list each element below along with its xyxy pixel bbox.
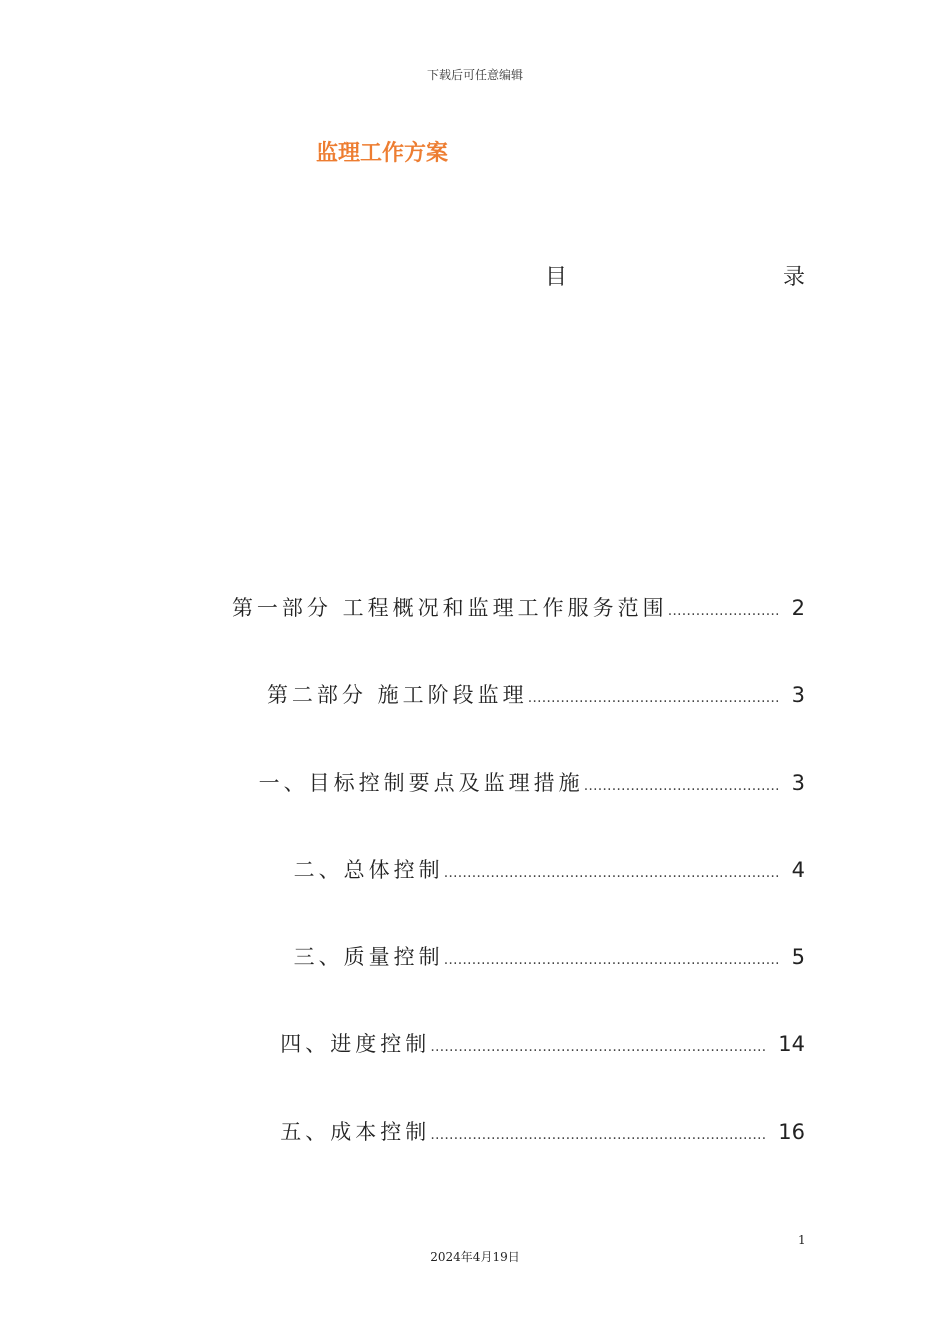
toc-heading-right: 录 [783, 265, 806, 290]
toc-leader-dots: ……………………………………………………………… [443, 865, 780, 881]
toc-entry[interactable] [259, 767, 805, 797]
toc-leader-dots: ……………………………………………………………… [430, 1127, 767, 1143]
toc-leader-dots: …………………………………… [583, 778, 780, 794]
page-number: 1 [798, 1233, 806, 1247]
document-title: 监理工作方案 [316, 141, 449, 166]
toc-entry[interactable] [232, 592, 805, 622]
footer-date: 2024年4月19日 [430, 1250, 520, 1264]
toc-entry[interactable] [294, 941, 805, 971]
toc-leader-dots: ……………………………………………………………… [430, 1039, 767, 1055]
toc-entry-label: 三、质量控制 [293, 945, 444, 969]
toc-leader-dots: ……………………………………………… [527, 690, 780, 706]
toc-entry-page: 2 [791, 596, 805, 620]
toc-entry-label: 一、目标控制要点及监理措施 [258, 771, 584, 795]
toc-entry-label: 第一部分 工程概况和监理工作服务范围 [231, 596, 668, 620]
toc-entry-page: 16 [778, 1120, 805, 1144]
header-note: 下载后可任意编辑 [426, 68, 523, 82]
toc-entry[interactable] [280, 1116, 805, 1146]
toc-entry[interactable] [267, 679, 805, 709]
toc-entry-page: 5 [791, 945, 805, 969]
toc-entry-page: 14 [778, 1032, 805, 1056]
toc-leader-dots: …………………… [667, 603, 780, 619]
toc-leader-dots: ……………………………………………………………… [443, 952, 780, 968]
toc-entry-page: 3 [791, 771, 805, 795]
toc-entry-page: 4 [791, 858, 805, 882]
toc-entry[interactable] [280, 1028, 805, 1058]
toc-entry[interactable] [294, 854, 805, 884]
toc-entry-label: 第二部分 施工阶段监理 [266, 683, 528, 707]
toc-heading-left: 目 [545, 265, 568, 290]
toc-entry-label: 四、进度控制 [280, 1032, 431, 1056]
toc-entry-label: 二、总体控制 [293, 858, 444, 882]
toc-entry-label: 五、成本控制 [280, 1120, 431, 1144]
toc-entry-page: 3 [791, 683, 805, 707]
